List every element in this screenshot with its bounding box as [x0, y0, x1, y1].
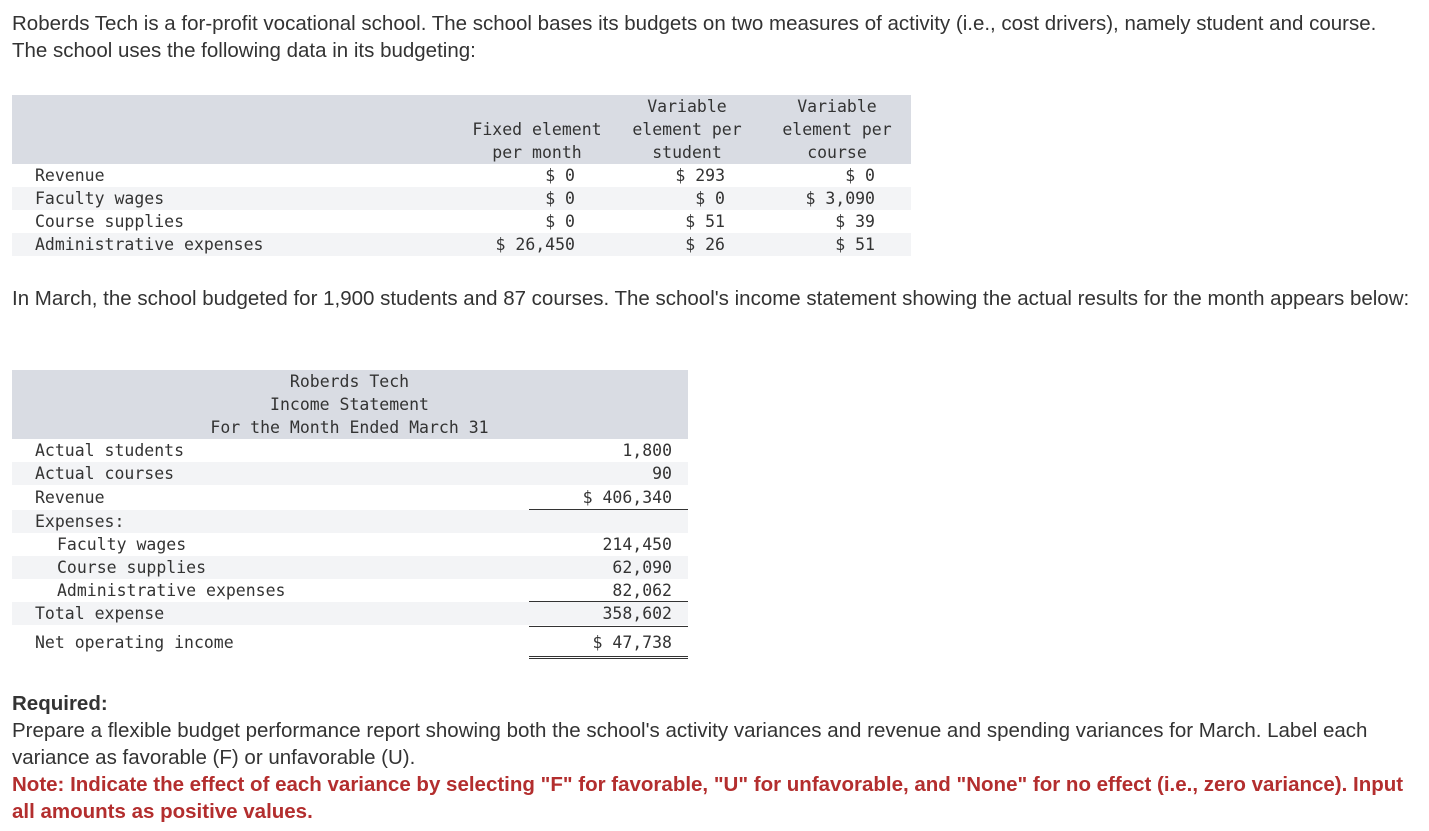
table-row — [12, 439, 688, 462]
course-value: $ 51 — [835, 235, 875, 254]
required-note: Note: Indicate the effect of each variance by selecting "F" for favorable, "U" for unfavorable, and "None" for no effect (i.e., zero variance). Input all amounts as positive values. — [12, 773, 1404, 823]
cost-table-header — [12, 95, 911, 164]
row-label: Actual students — [35, 441, 185, 460]
march-paragraph: In March, the school budgeted for 1,900 students and 87 courses. The school's income statement showing the actual results for the month appears below: — [12, 287, 1410, 310]
fixed-value: $ 0 — [545, 189, 575, 208]
row-value: $ 47,738 — [592, 633, 672, 652]
table-row — [12, 533, 688, 556]
row-value: 1,800 — [622, 441, 672, 460]
row-value: 358,602 — [602, 604, 672, 623]
row-label: Course supplies — [35, 212, 185, 231]
row-label: Administrative expenses — [57, 581, 286, 600]
table-row — [12, 556, 688, 579]
intro-paragraph: Roberds Tech is a for-profit vocational school. The school bases its budgets on two measures of activity (i.e., cost drivers), namely student and course. The school uses the following data in its budgeting: — [12, 12, 1377, 62]
table-row — [12, 187, 911, 210]
header-variable-per-course: Variable element per course — [782, 97, 892, 162]
income-statement-table — [12, 370, 688, 665]
income-statement-header — [12, 370, 688, 439]
row-label: Course supplies — [57, 558, 207, 577]
company-name: Roberds Tech — [289, 372, 410, 391]
fixed-value: $ 0 — [545, 212, 575, 231]
header-fixed-per-month: Fixed element per month — [472, 120, 602, 162]
row-label: Total expense — [35, 604, 165, 623]
required-section — [12, 690, 1412, 825]
row-label: Faculty wages — [57, 535, 187, 554]
statement-title: Income Statement — [270, 395, 429, 414]
table-row — [12, 462, 688, 485]
table-row — [12, 233, 911, 256]
underline-rule — [529, 626, 688, 627]
table-row — [12, 486, 688, 509]
table-row — [12, 631, 688, 654]
required-title: Required: — [12, 692, 108, 715]
row-value: 62,090 — [612, 558, 672, 577]
student-value: $ 26 — [685, 235, 725, 254]
double-underline-rule — [529, 656, 688, 662]
student-value: $ 51 — [685, 212, 725, 231]
student-value: $ 0 — [695, 189, 725, 208]
student-value: $ 293 — [675, 166, 725, 185]
table-row — [12, 579, 688, 602]
fixed-value: $ 0 — [545, 166, 575, 185]
row-label: Expenses: — [35, 512, 125, 531]
course-value: $ 0 — [845, 166, 875, 185]
course-value: $ 39 — [835, 212, 875, 231]
table-row — [12, 510, 688, 533]
row-label: Administrative expenses — [35, 235, 264, 254]
row-label: Net operating income — [35, 633, 234, 652]
table-row — [12, 602, 688, 625]
row-value: 214,450 — [602, 535, 672, 554]
row-value: 82,062 — [612, 581, 672, 600]
table-row — [12, 164, 911, 187]
table-row — [12, 210, 911, 233]
row-label: Faculty wages — [35, 189, 165, 208]
course-value: $ 3,090 — [805, 189, 875, 208]
row-value: $ 406,340 — [582, 488, 672, 507]
statement-period: For the Month Ended March 31 — [210, 418, 489, 437]
row-value: 90 — [652, 464, 672, 483]
fixed-value: $ 26,450 — [495, 235, 575, 254]
row-label: Revenue — [35, 166, 105, 185]
header-variable-per-student: Variable element per student — [632, 97, 742, 162]
row-label: Revenue — [35, 488, 105, 507]
row-label: Actual courses — [35, 464, 175, 483]
cost-drivers-table — [12, 95, 911, 255]
required-text: Prepare a flexible budget performance report showing both the school's activity variances and revenue and spending variances for March. Label each variance as favorable (F) or unfavorable (U). — [12, 719, 1368, 769]
